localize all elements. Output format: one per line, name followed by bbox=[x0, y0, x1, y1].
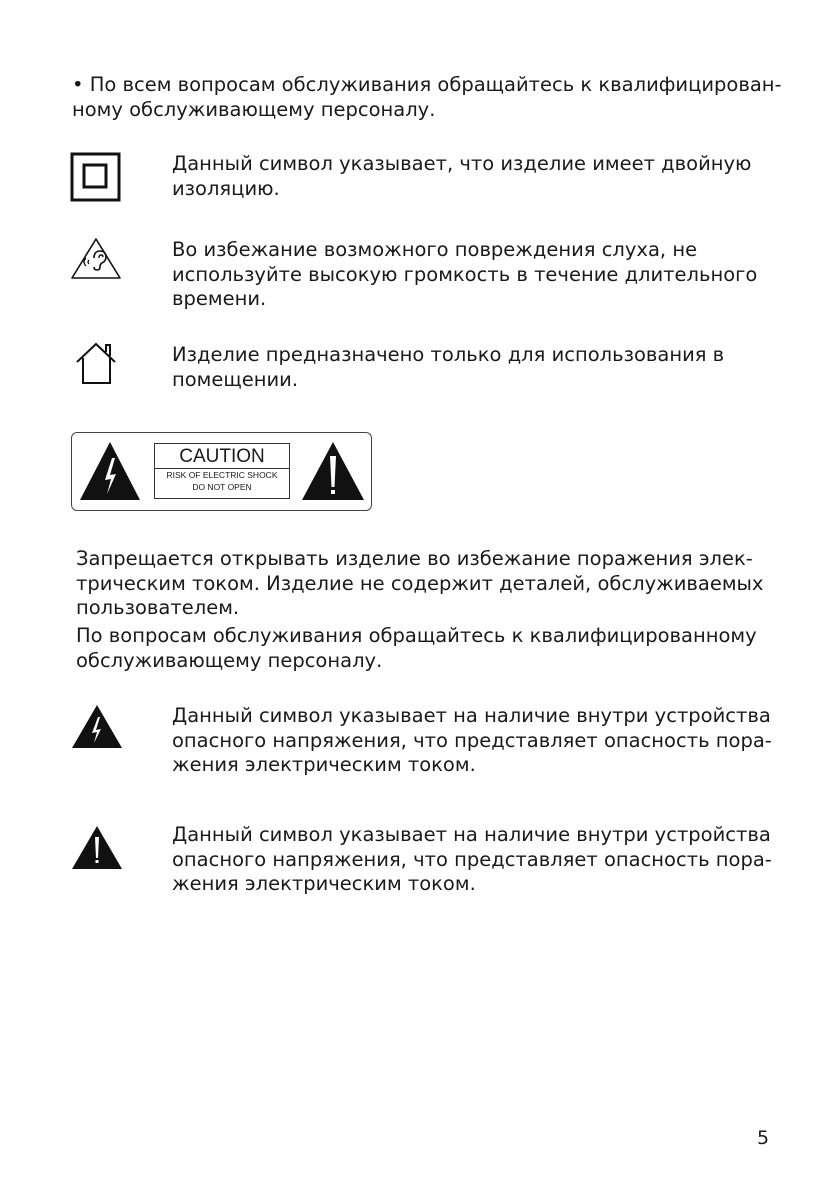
intro-line: • По всем вопросам обслуживания обращайтесь к квалифицирован- bbox=[72, 73, 782, 96]
text-line: Данный символ указывает на наличие внутри устройства bbox=[172, 704, 771, 727]
symbol-description bbox=[172, 238, 757, 312]
text-line: помещении. bbox=[172, 367, 299, 391]
service-paragraph bbox=[76, 624, 757, 673]
symbol-description bbox=[172, 152, 751, 201]
text-line: Данный символ указывает, что изделие имеет двойную bbox=[172, 152, 752, 175]
page-number: 5 bbox=[757, 1127, 770, 1149]
caution-label-panel bbox=[71, 432, 372, 511]
lightning-warning-icon bbox=[71, 704, 123, 749]
text-line: Данный символ указывает на наличие внутри устройства bbox=[172, 823, 771, 846]
exclamation-triangle-icon bbox=[300, 440, 366, 502]
text-line: опасного напряжения, что представляет опасность пора- bbox=[172, 728, 772, 752]
symbol-description bbox=[172, 343, 724, 392]
symbol-description bbox=[172, 704, 772, 778]
intro-line: ному обслуживающему персоналу. bbox=[72, 97, 436, 121]
caution-subtitle: RISK OF ELECTRIC SHOCK bbox=[166, 470, 278, 480]
caution-title: CAUTION bbox=[155, 444, 289, 469]
text-line: Изделие предназначено только для использования в bbox=[172, 343, 725, 366]
warning-paragraph bbox=[76, 547, 763, 621]
text-line: изоляцию. bbox=[172, 176, 280, 200]
caution-text-label bbox=[154, 443, 290, 499]
text-line: Во избежание возможного повреждения слуха, не bbox=[172, 238, 698, 261]
hearing-warning-icon bbox=[70, 236, 122, 280]
text-line: пользователем. bbox=[76, 596, 240, 619]
intro-paragraph bbox=[72, 73, 782, 122]
indoor-use-icon bbox=[74, 341, 120, 387]
symbol-description bbox=[172, 823, 772, 897]
caution-subtitle: DO NOT OPEN bbox=[192, 482, 252, 492]
lightning-triangle-icon bbox=[78, 440, 142, 502]
text-line: используйте высокую громкость в течение длительного bbox=[172, 262, 758, 286]
text-line: опасного напряжения, что представляет опасность пора- bbox=[172, 847, 772, 871]
text-line: обслуживающему персоналу. bbox=[76, 648, 383, 672]
text-line: Запрещается открывать изделие во избежание поражения элек- bbox=[76, 547, 753, 570]
text-line: По вопросам обслуживания обращайтесь к квалифицированному bbox=[76, 624, 757, 647]
text-line: времени. bbox=[172, 287, 267, 310]
double-insulation-icon bbox=[70, 152, 122, 202]
text-line: трическим током. Изделие не содержит деталей, обслуживаемых bbox=[76, 571, 764, 595]
exclamation-warning-icon bbox=[71, 825, 123, 870]
text-line: жения электрическим током. bbox=[172, 753, 476, 776]
text-line: жения электрическим током. bbox=[172, 872, 476, 895]
